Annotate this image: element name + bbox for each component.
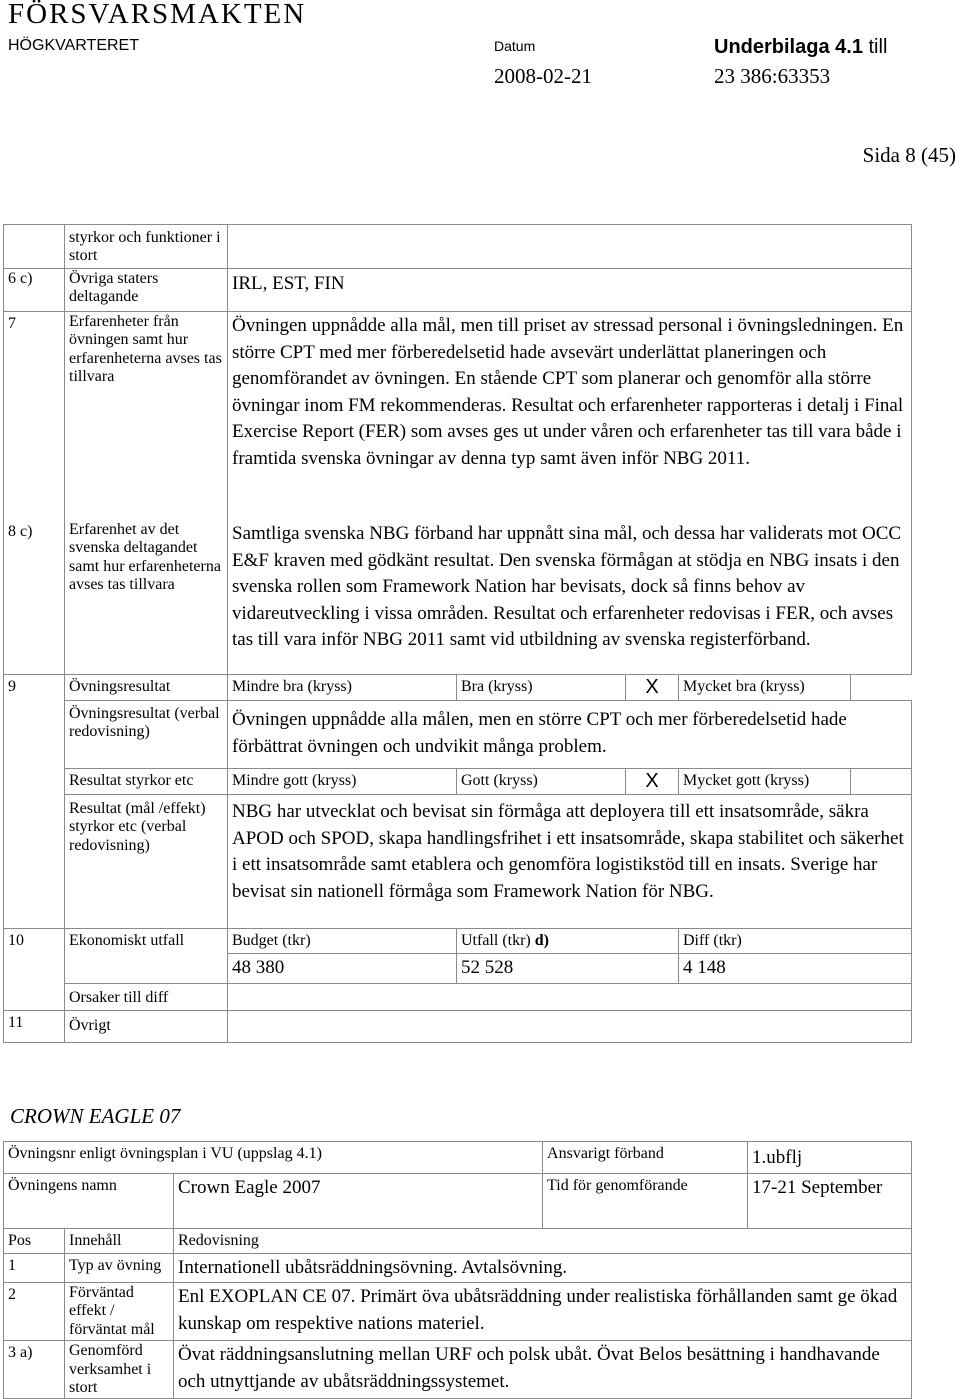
- execution-time-value: 17-21 September: [748, 1173, 912, 1228]
- row-value: IRL, EST, FIN: [228, 269, 912, 312]
- date-label: Datum: [494, 38, 536, 54]
- row-value: Övat räddningsanslutning mellan URF och polsk ubåt. Övat Belos besättning i handhavande och utnyttjande av ubåtsräddningssystemet.: [174, 1341, 912, 1399]
- annex-title: [714, 36, 887, 59]
- table-row: [4, 1253, 912, 1283]
- row-label: Typ av övning: [65, 1253, 174, 1283]
- row-number: 3 a): [4, 1341, 65, 1399]
- selection-mark: X: [626, 675, 679, 701]
- crown-eagle-table: [3, 1141, 912, 1399]
- row-number: 11: [4, 1010, 65, 1042]
- table-row: [4, 1173, 912, 1228]
- document-date: 2008-02-21: [494, 64, 592, 88]
- row-label: Erfarenhet av det svenska deltagandet samt hur erfarenheterna avses tas tillvara: [65, 520, 228, 675]
- exercise-name-label: Övningens namn: [4, 1173, 174, 1228]
- row-number: 6 c): [4, 269, 65, 312]
- option-mycket-bra: Mycket bra (kryss): [679, 675, 851, 701]
- exercise-report-table: [3, 224, 912, 1043]
- row-number: 8 c): [4, 520, 65, 675]
- table-row: [4, 1283, 912, 1341]
- row-label: Övriga staters deltagande: [65, 269, 228, 312]
- table-row: [4, 520, 912, 675]
- row-value: Enl EXOPLAN CE 07. Primärt öva ubåtsräddning under realistiska förhållanden samt ge ökad kunskap om respektive nations materiel.: [174, 1283, 912, 1341]
- section-title: CROWN EAGLE 07: [10, 1104, 181, 1128]
- utfall-value: 52 528: [457, 954, 679, 984]
- budget-value: 48 380: [228, 954, 457, 984]
- row-label: Ekonomiskt utfall: [65, 929, 228, 954]
- row-label: Resultat styrkor etc: [65, 769, 228, 795]
- row-label: Övningsresultat: [65, 675, 228, 701]
- table-row: [4, 1010, 912, 1042]
- page-number: Sida 8 (45): [862, 143, 956, 167]
- row-number: 1: [4, 1253, 65, 1283]
- row-value: NBG har utvecklat och bevisat sin förmåga att deployera till ett insatsområde, säkra APOD och SPOD, skapa handlingsfrihet i ett insatsområde, skapa stabilitet och säkerhet i ett insatsområde samt etablera och genomföra logistikstöd till en insats. Sverige har bevisat sin nationell förmåga som Framework Nation för NBG.: [228, 795, 912, 929]
- option-gott: Gott (kryss): [457, 769, 626, 795]
- table-row: [4, 701, 912, 769]
- diff-value: 4 148: [679, 954, 912, 984]
- table-row: [4, 225, 912, 269]
- row-label: Förväntad effekt / förväntat mål: [65, 1283, 174, 1341]
- option-bra: Bra (kryss): [457, 675, 626, 701]
- table-row: [4, 954, 912, 984]
- row-label: Resultat (mål /effekt) styrkor etc (verbal redovisning): [65, 795, 228, 929]
- annex-prefix: Underbilaga 4.1: [714, 36, 863, 58]
- document-reference: 23 386:63353: [714, 64, 831, 88]
- table-row: [4, 1341, 912, 1399]
- diff-label: Diff (tkr): [679, 929, 912, 954]
- budget-label: Budget (tkr): [228, 929, 457, 954]
- row-label: styrkor och funktioner i stort: [65, 225, 228, 269]
- exercise-name-value: Crown Eagle 2007: [174, 1173, 543, 1228]
- organization-name: FÖRSVARSMAKTEN: [8, 0, 307, 30]
- table-row: [4, 929, 912, 954]
- selection-mark: X: [626, 769, 679, 795]
- option-mindre-bra: Mindre bra (kryss): [228, 675, 457, 701]
- table-row: [4, 675, 912, 701]
- row-value: Övningen uppnådde alla målen, men en större CPT och mer förberedelsetid hade förbättrat övningen och undvikit många problem.: [228, 701, 912, 769]
- column-header-report: Redovisning: [174, 1228, 912, 1253]
- table-row: [4, 1228, 912, 1253]
- responsible-unit-label: Ansvarigt förband: [543, 1142, 748, 1174]
- row-label: Övrigt: [65, 1010, 228, 1042]
- option-mycket-gott: Mycket gott (kryss): [679, 769, 851, 795]
- row-number: 9: [4, 675, 65, 701]
- row-value: Samtliga svenska NBG förband har uppnått sina mål, och dessa har validerats mot OCC E&F kraven med gödkänt resultat. Den svenska förmågan at stödja en NBG insats i den svenska rollen som Framework Nation har bevisats, dock så finns behov av vidareutveckling i vissa områden. Resultat och erfarenheter redovisas i FER, och avses tas till vara inför NBG 2011 samt vid utbildning av svenska registerförband.: [228, 520, 912, 675]
- department-name: HÖGKVARTERET: [8, 37, 139, 54]
- row-value: Övningen uppnådde alla mål, men till priset av stressad personal i övningsledningen. En större CPT med mer förberedelsetid hade avsevärt underlättat planeringen och genomförandet av övningen. En stående CPT som planerar och genomför alla större övningar inom FM rekommenderas. Resultat och erfarenheter rapporteras i detalj i Final Exercise Report (FER) som avses ges ut under våren och erfarenheter tas till vara både i framtida svenska övningar av denna typ samt även inför NBG 2011.: [228, 312, 912, 521]
- responsible-unit-value: 1.ubflj: [748, 1142, 912, 1174]
- table-row: [4, 983, 912, 1010]
- option-mindre-gott: Mindre gott (kryss): [228, 769, 457, 795]
- annex-suffix: till: [868, 36, 888, 58]
- utfall-label: Utfall (tkr) d): [457, 929, 679, 954]
- table-row: [4, 312, 912, 521]
- row-label: Orsaker till diff: [65, 983, 228, 1010]
- exercise-number-label: Övningsnr enligt övningsplan i VU (uppslag 4.1): [4, 1142, 543, 1174]
- column-header-content: Innehåll: [65, 1228, 174, 1253]
- table-row: [4, 769, 912, 795]
- row-number: 2: [4, 1283, 65, 1341]
- row-number: 7: [4, 312, 65, 521]
- row-label: Övningsresultat (verbal redovisning): [65, 701, 228, 769]
- table-row: [4, 1142, 912, 1174]
- execution-time-label: Tid för genomförande: [543, 1173, 748, 1228]
- row-label: Genomförd verksamhet i stort: [65, 1341, 174, 1399]
- utfall-note: d): [534, 932, 549, 949]
- table-row: [4, 269, 912, 312]
- table-row: [4, 795, 912, 929]
- row-label: Erfarenheter från övningen samt hur erfarenheterna avses tas tillvara: [65, 312, 228, 521]
- column-header-pos: Pos: [4, 1228, 65, 1253]
- row-value: Internationell ubåtsräddningsövning. Avtalsövning.: [174, 1253, 912, 1283]
- row-number: 10: [4, 929, 65, 954]
